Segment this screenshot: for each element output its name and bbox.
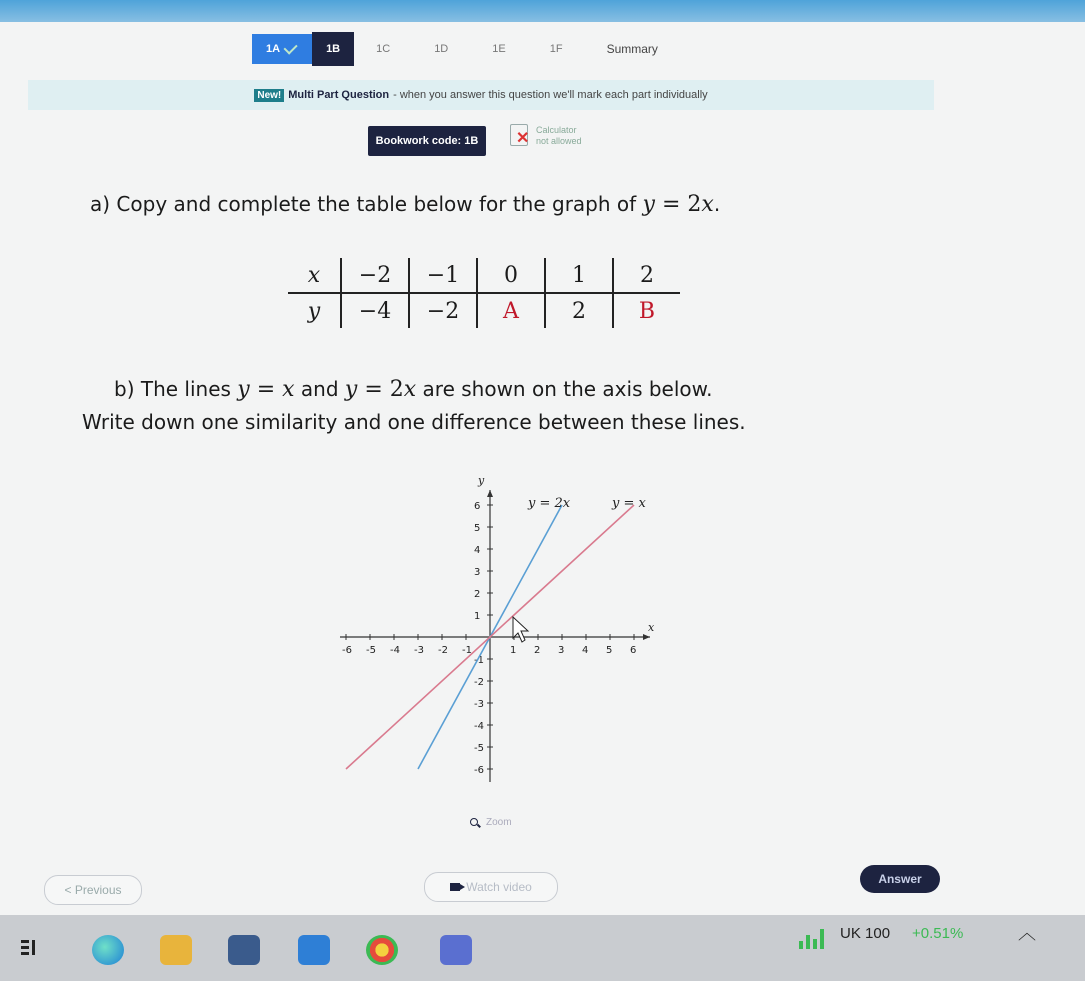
y-tick-label: -4 (474, 721, 484, 732)
label-y-equals-x: y = x (612, 496, 646, 511)
y-header: y (307, 298, 321, 324)
table-cell: 1 (545, 258, 613, 293)
calculator-label: Calculator (536, 125, 577, 135)
tab-1b[interactable]: 1B (312, 32, 354, 66)
chevron-up-icon[interactable]: ︿ (1018, 923, 1036, 943)
table-row-x (288, 258, 680, 293)
y-tick-label: -6 (474, 765, 484, 776)
mouse-cursor-icon (513, 617, 528, 642)
answer-button[interactable]: Answer (860, 865, 940, 893)
check-icon (284, 41, 298, 55)
edge-browser-icon[interactable] (92, 935, 124, 965)
y-tick-label: -1 (474, 655, 484, 666)
y-tick-label: -3 (474, 699, 484, 710)
calculator-icon: ✕ (508, 122, 532, 148)
table-cell: 2 (545, 293, 613, 328)
calculator-status-text: not allowed (536, 136, 582, 146)
y-tick-label: -2 (474, 677, 484, 688)
x-axis-arrow (643, 634, 650, 640)
y-axis-arrow (487, 490, 493, 497)
y-tick-label: 4 (474, 545, 481, 556)
x-tick-label: 5 (606, 645, 613, 656)
x-tick-label: -3 (414, 645, 424, 656)
ticker-change: +0.51% (912, 925, 964, 942)
previous-button[interactable]: < Previous (44, 875, 142, 905)
question-a-text: a) Copy and complete the table below for the graph of y = 2x. (90, 192, 721, 217)
tab-summary[interactable]: Summary (606, 42, 658, 56)
banner-text: - when you answer this question we'll mark each part individually (393, 89, 708, 101)
mail-icon[interactable] (298, 935, 330, 965)
calculator-status (508, 122, 582, 148)
widgets-icon[interactable] (18, 935, 44, 965)
x-tick-label: -2 (438, 645, 448, 656)
y-tick-label: 6 (474, 501, 481, 512)
store-icon[interactable] (228, 935, 260, 965)
tab-1d[interactable]: 1D (434, 43, 449, 55)
file-explorer-icon[interactable] (160, 935, 192, 965)
label-y-equals-2x: y = 2x (528, 496, 571, 511)
tab-1e[interactable]: 1E (492, 43, 506, 55)
x-axis-label: x (648, 621, 655, 634)
table-cell: −4 (341, 293, 409, 328)
y-tick-label: 1 (474, 611, 481, 622)
multi-part-banner (28, 80, 934, 110)
x-tick-label: -1 (462, 645, 472, 656)
taskbar (0, 915, 1085, 981)
video-icon (450, 883, 460, 891)
x-tick-label: 1 (510, 645, 517, 656)
watch-video-button[interactable] (424, 872, 558, 902)
x-tick-label: -5 (366, 645, 376, 656)
zoom-label: Zoom (486, 817, 512, 828)
x-tick-label: -4 (390, 645, 400, 656)
y-tick-label: -5 (474, 743, 484, 754)
table-cell: −1 (409, 258, 477, 293)
question-b-line2: Write down one similarity and one difference between these lines. (82, 410, 746, 434)
x-tick-label: 3 (558, 645, 565, 656)
table-cell: −2 (409, 293, 477, 328)
xy-table (288, 258, 680, 328)
table-cell: 2 (613, 258, 680, 293)
x-tick-label: 4 (582, 645, 589, 656)
x-tick-label: 6 (630, 645, 637, 656)
x-tick-label: 2 (534, 645, 541, 656)
zoom-icon (470, 818, 480, 828)
tab-1a[interactable] (252, 34, 312, 64)
answer-cell-b: B (613, 293, 680, 328)
y-tick-label: 3 (474, 567, 481, 578)
teams-icon[interactable] (440, 935, 472, 965)
new-badge: New! (254, 89, 284, 102)
chrome-icon[interactable] (366, 935, 398, 965)
x-header: x (288, 258, 341, 293)
y-axis-label: y (478, 474, 485, 487)
y-tick-label: 2 (474, 589, 481, 600)
watch-video-label: Watch video (466, 880, 532, 894)
stocks-chart-icon (795, 923, 827, 953)
tab-1f[interactable]: 1F (549, 43, 563, 55)
table-row-y (288, 293, 680, 328)
question-page (0, 22, 1085, 915)
zoom-control[interactable] (470, 817, 512, 828)
question-tabs (252, 32, 680, 66)
answer-cell-a: A (477, 293, 545, 328)
table-cell: −2 (341, 258, 409, 293)
banner-title: Multi Part Question (288, 89, 390, 101)
ticker-name: UK 100 (840, 925, 891, 942)
line-graph (330, 462, 660, 782)
y-tick-label: 5 (474, 523, 481, 534)
table-cell: 0 (477, 258, 545, 293)
x-tick-label: -6 (342, 645, 352, 656)
question-b-line1: b) The lines y = x and y = 2x are shown on the axis below. (114, 377, 713, 402)
tab-1c[interactable]: 1C (376, 43, 391, 55)
bookwork-code: Bookwork code: 1B (368, 126, 486, 156)
tab-label: 1A (266, 43, 281, 55)
